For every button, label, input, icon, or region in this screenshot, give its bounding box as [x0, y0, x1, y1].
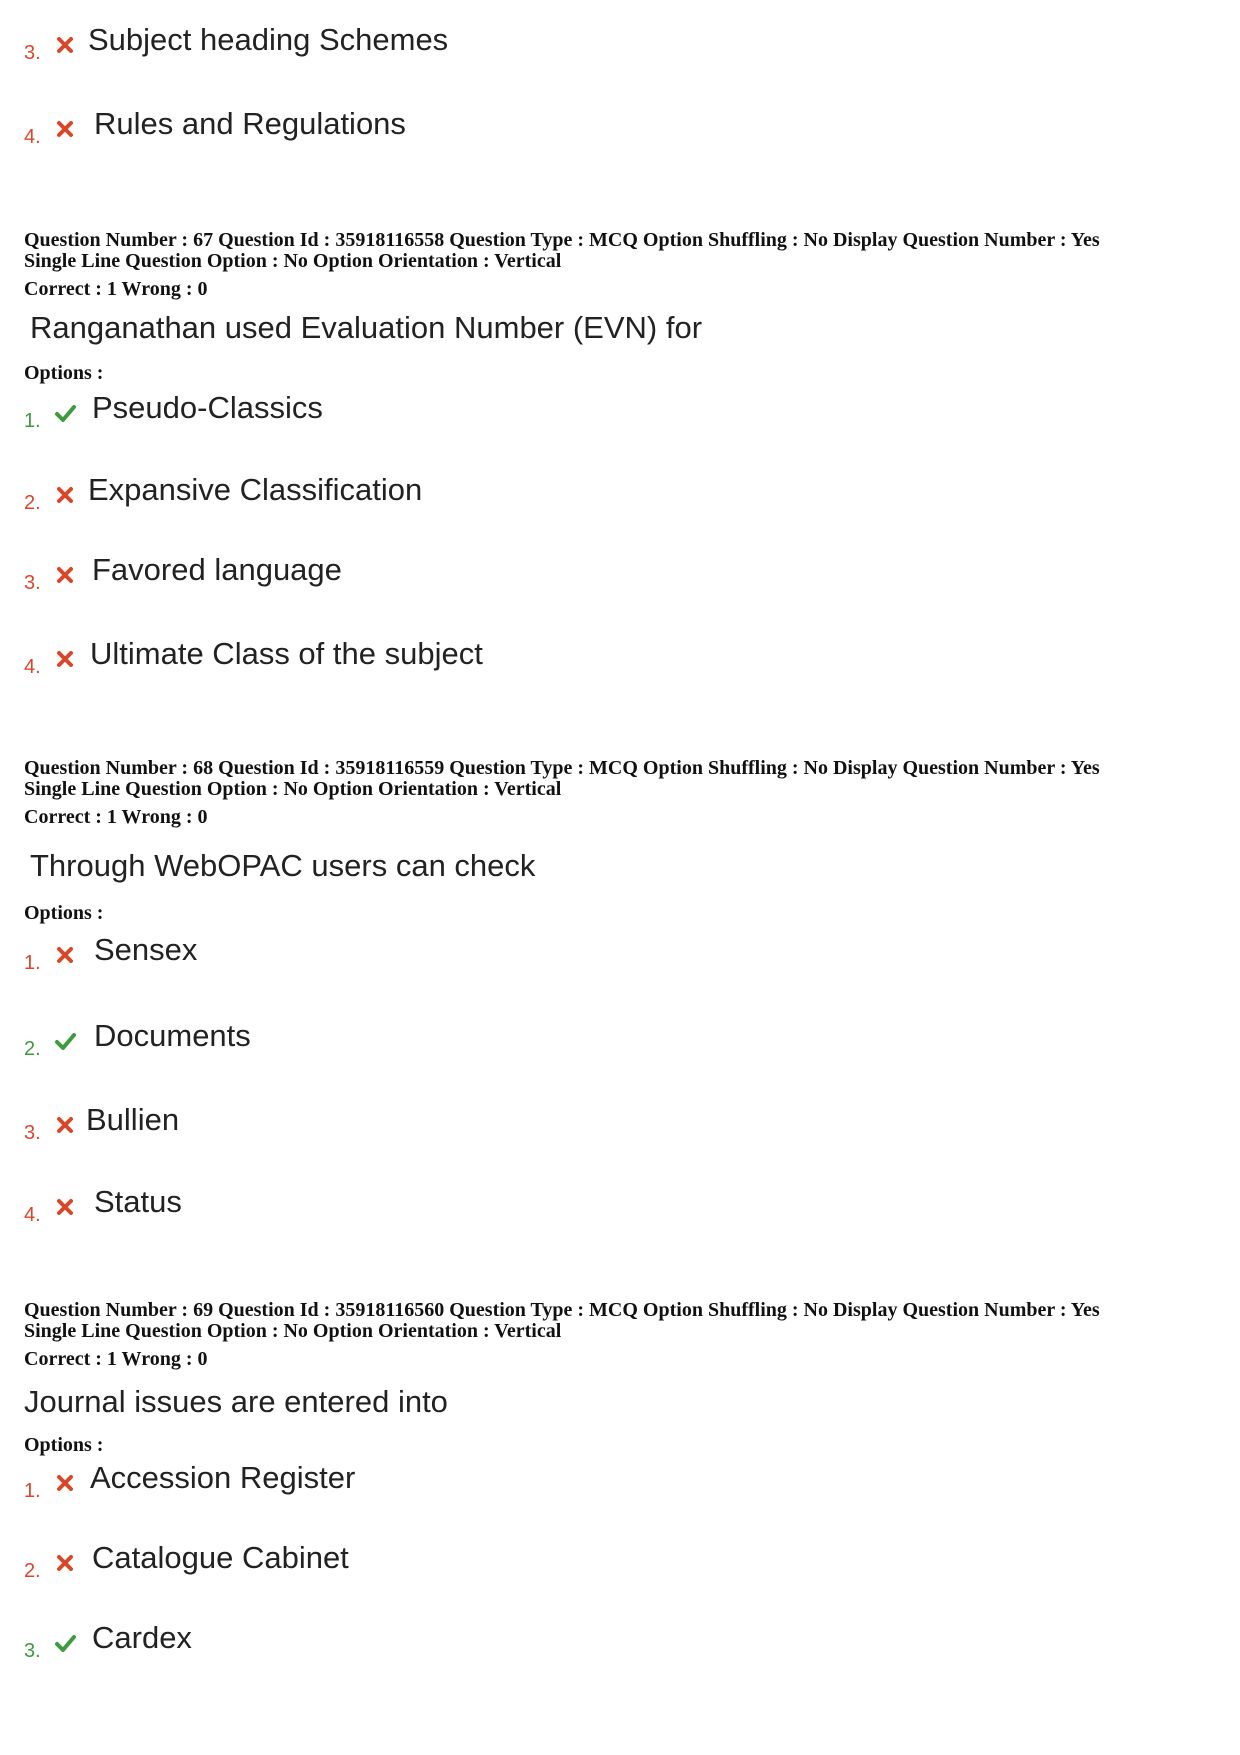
- option-number: 2.: [24, 492, 41, 514]
- option-text: Sensex: [94, 932, 198, 967]
- option-text: Documents: [94, 1018, 251, 1053]
- marks: Correct : 1 Wrong : 0: [24, 278, 208, 300]
- option-number: 2.: [24, 1560, 41, 1582]
- cross-icon: [54, 564, 76, 586]
- option-text: Expansive Classification: [88, 472, 423, 507]
- question-text: Journal issues are entered into: [24, 1384, 448, 1419]
- option-number: 4.: [24, 656, 41, 678]
- option-number: 4.: [24, 1204, 41, 1226]
- question-meta: [24, 1300, 1100, 1342]
- option-number: 1.: [24, 410, 41, 432]
- option-text: Catalogue Cabinet: [92, 1540, 349, 1575]
- marks: Correct : 1 Wrong : 0: [24, 806, 208, 828]
- options-label: Options :: [24, 902, 104, 924]
- question-meta: [24, 230, 1100, 272]
- question-text: Through WebOPAC users can check: [30, 848, 536, 883]
- option-text: Ultimate Class of the subject: [90, 636, 483, 671]
- cross-icon: [54, 34, 76, 56]
- meta-line-1: Question Number : 69 Question Id : 35918116560 Question Type : MCQ Option Shuffling : No Display Question Number : Yes: [24, 1299, 1100, 1321]
- option-number: 2.: [24, 1038, 41, 1060]
- option-text: Cardex: [92, 1620, 192, 1655]
- cross-icon: [54, 118, 76, 140]
- option-number: 3.: [24, 1122, 41, 1144]
- options-label: Options :: [24, 362, 104, 384]
- cross-icon: [54, 1196, 76, 1218]
- question-text: Ranganathan used Evaluation Number (EVN) for: [30, 310, 703, 345]
- option-text: Bullien: [86, 1102, 180, 1137]
- cross-icon: [54, 1472, 76, 1494]
- options-label: Options :: [24, 1434, 104, 1456]
- option-number: 4.: [24, 126, 41, 148]
- option-number: 3.: [24, 572, 41, 594]
- check-icon: [54, 1632, 76, 1654]
- option-number: 3.: [24, 1640, 41, 1662]
- cross-icon: [54, 1114, 76, 1136]
- meta-line-2: Single Line Question Option : No Option Orientation : Vertical: [24, 778, 562, 800]
- option-text: Accession Register: [90, 1460, 356, 1495]
- option-text: Status: [94, 1184, 182, 1219]
- marks: Correct : 1 Wrong : 0: [24, 1348, 208, 1370]
- meta-line-2: Single Line Question Option : No Option Orientation : Vertical: [24, 250, 562, 272]
- option-text: Rules and Regulations: [94, 106, 406, 141]
- option-text: Favored language: [92, 552, 342, 587]
- option-text: Pseudo-Classics: [92, 390, 323, 425]
- option-number: 1.: [24, 952, 41, 974]
- meta-line-1: Question Number : 67 Question Id : 35918116558 Question Type : MCQ Option Shuffling : No Display Question Number : Yes: [24, 229, 1100, 251]
- option-text: Subject heading Schemes: [88, 22, 449, 57]
- option-number: 3.: [24, 42, 41, 64]
- check-icon: [54, 402, 76, 424]
- check-icon: [54, 1030, 76, 1052]
- question-meta: [24, 758, 1100, 800]
- meta-line-1: Question Number : 68 Question Id : 35918116559 Question Type : MCQ Option Shuffling : No Display Question Number : Yes: [24, 757, 1100, 779]
- cross-icon: [54, 1552, 76, 1574]
- cross-icon: [54, 944, 76, 966]
- option-number: 1.: [24, 1480, 41, 1502]
- cross-icon: [54, 648, 76, 670]
- cross-icon: [54, 484, 76, 506]
- meta-line-2: Single Line Question Option : No Option Orientation : Vertical: [24, 1320, 562, 1342]
